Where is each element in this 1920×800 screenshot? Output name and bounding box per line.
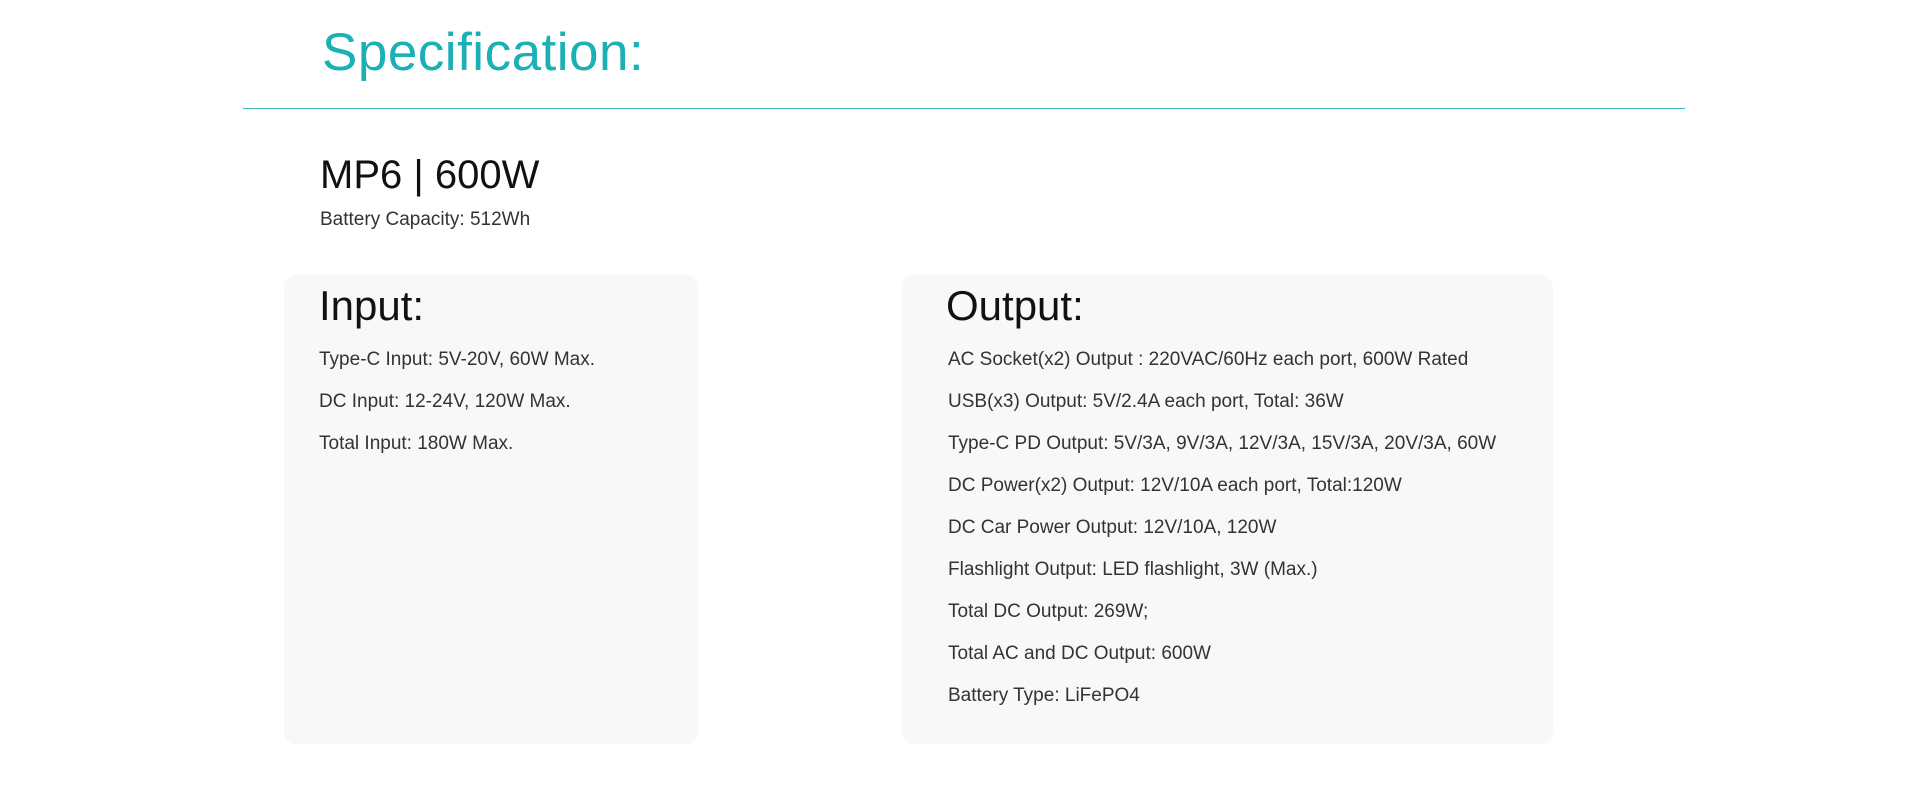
input-spec-card xyxy=(284,275,698,744)
output-spec-item: Type-C PD Output: 5V/3A, 9V/3A, 12V/3A, 15V/3A, 20V/3A, 60W xyxy=(948,433,1497,454)
page-title: Specification: xyxy=(322,23,645,82)
input-spec-list xyxy=(319,348,595,474)
input-heading: Input: xyxy=(319,282,425,329)
output-spec-item: Total AC and DC Output: 600W xyxy=(948,643,1211,664)
input-spec-item: Total Input: 180W Max. xyxy=(319,433,514,454)
output-spec-list xyxy=(948,348,1496,726)
output-spec-card xyxy=(902,275,1553,744)
output-spec-item: AC Socket(x2) Output : 220VAC/60Hz each port, 600W Rated xyxy=(948,349,1469,370)
battery-capacity: Battery Capacity: 512Wh xyxy=(320,209,531,230)
output-spec-item: Total DC Output: 269W; xyxy=(948,601,1149,622)
input-spec-item: DC Input: 12-24V, 120W Max. xyxy=(319,391,571,412)
input-spec-item: Type-C Input: 5V-20V, 60W Max. xyxy=(319,349,595,370)
output-spec-item: Battery Type: LiFePO4 xyxy=(948,685,1140,706)
output-heading: Output: xyxy=(946,282,1084,329)
product-name: MP6 | 600W xyxy=(320,153,540,197)
output-spec-item: Flashlight Output: LED flashlight, 3W (Max.) xyxy=(948,559,1318,580)
title-divider xyxy=(243,108,1685,109)
output-spec-item: USB(x3) Output: 5V/2.4A each port, Total: 36W xyxy=(948,391,1344,412)
output-spec-item: DC Car Power Output: 12V/10A, 120W xyxy=(948,517,1277,538)
output-spec-item: DC Power(x2) Output: 12V/10A each port, Total:120W xyxy=(948,475,1402,496)
